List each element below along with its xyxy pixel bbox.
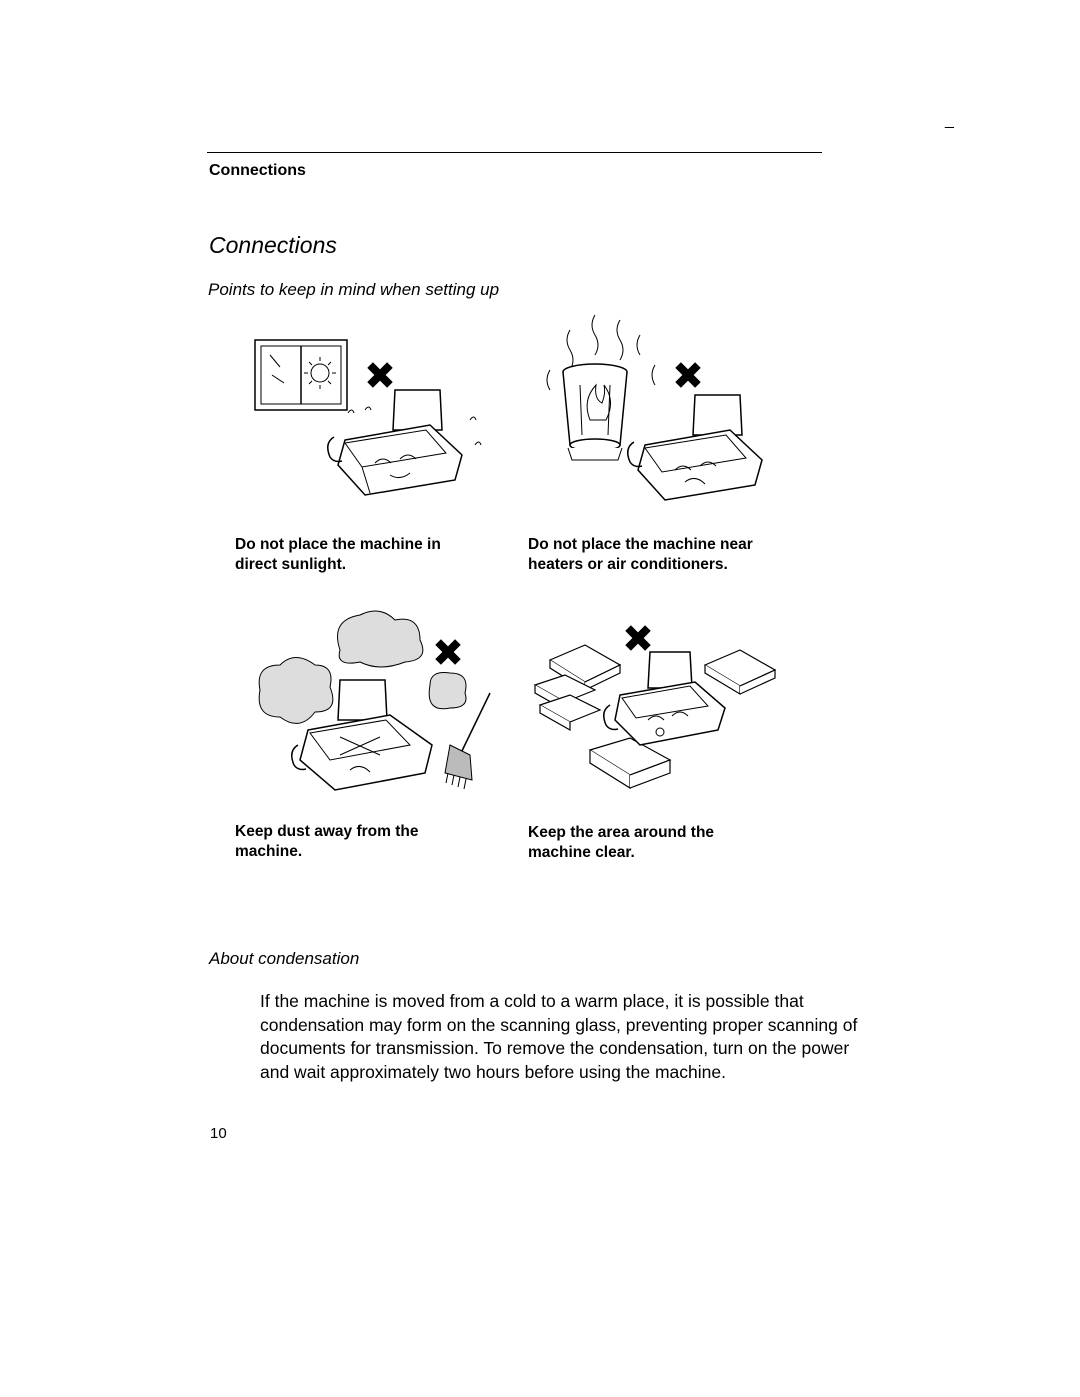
caption-line: Keep the area around the [528,824,715,841]
fax-dust-illustration [250,605,505,810]
running-header: Connections [209,162,306,179]
caption-line: heaters or air conditioners. [528,556,728,573]
caption-line: machine clear. [528,844,635,861]
condensation-paragraph: If the machine is moved from a cold to a warm place, it is possible that condensation may form on the scanning glass, preventing proper scanning of documents for transmission. To remove the condensation, turn on the power and wait approximately two hours before using the machine. [260,991,858,1082]
fax-heater-illustration [540,310,780,520]
fax-clutter-illustration [530,620,780,805]
caption-line: direct sunlight. [235,556,347,573]
condensation-heading: About condensation [209,949,360,968]
page-title: Connections [209,232,337,258]
caption-line: Keep dust away from the [235,823,419,840]
caption-heater [528,535,788,575]
caption-line: machine. [235,843,303,860]
caption-dust [235,822,495,862]
subsection-heading: Points to keep in mind when setting up [208,280,500,299]
caption-clutter [528,823,788,863]
corner-mark: _ [945,112,954,129]
caption-line: Do not place the machine in [235,536,441,553]
caption-sunlight [235,535,495,575]
caption-line: Do not place the machine near [528,536,753,553]
fax-sunlight-illustration [250,335,490,505]
page-number: 10 [210,1125,227,1142]
header-rule [207,152,822,153]
